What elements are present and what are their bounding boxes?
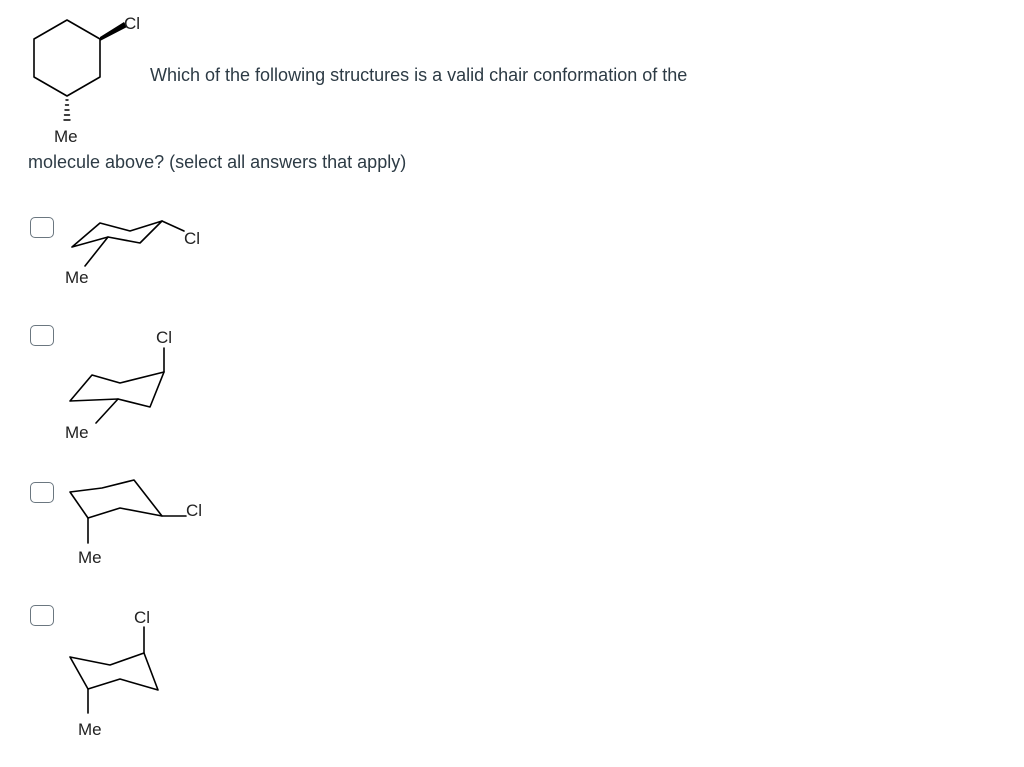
chair-ring <box>72 221 162 247</box>
methyl-label: Me <box>78 548 102 567</box>
option-2-chair-structure <box>60 325 230 450</box>
question-text-line1: Which of the following structures is a valid chair conformation of the <box>150 65 688 85</box>
me-bond <box>96 399 118 423</box>
option-3-checkbox[interactable] <box>30 482 54 503</box>
wedge-bond <box>100 22 127 41</box>
reference-molecule <box>20 5 150 150</box>
methyl-label: Me <box>65 268 89 287</box>
chlorine-label: Cl <box>124 14 141 33</box>
chlorine-label: Cl <box>186 501 203 520</box>
chair-ring <box>70 653 158 690</box>
hashed-bond <box>64 100 70 120</box>
chlorine-label: Cl <box>184 229 201 248</box>
option-3-chair-structure <box>60 470 230 575</box>
chlorine-label: Cl <box>134 608 151 627</box>
chair-ring <box>70 480 162 518</box>
chair-ring <box>70 372 164 407</box>
cyclohexane-ring <box>34 20 100 96</box>
option-4-checkbox[interactable] <box>30 605 54 626</box>
me-bond <box>85 237 108 266</box>
question-text-line2: molecule above? (select all answers that apply) <box>28 152 407 172</box>
option-4-chair-structure <box>60 605 230 740</box>
methyl-label: Me <box>54 127 78 146</box>
methyl-label: Me <box>78 720 102 739</box>
cl-bond <box>162 221 184 231</box>
methyl-label: Me <box>65 423 89 442</box>
option-1-checkbox[interactable] <box>30 217 54 238</box>
chlorine-label: Cl <box>156 328 173 347</box>
option-1-chair-structure <box>60 205 230 300</box>
option-2-checkbox[interactable] <box>30 325 54 346</box>
